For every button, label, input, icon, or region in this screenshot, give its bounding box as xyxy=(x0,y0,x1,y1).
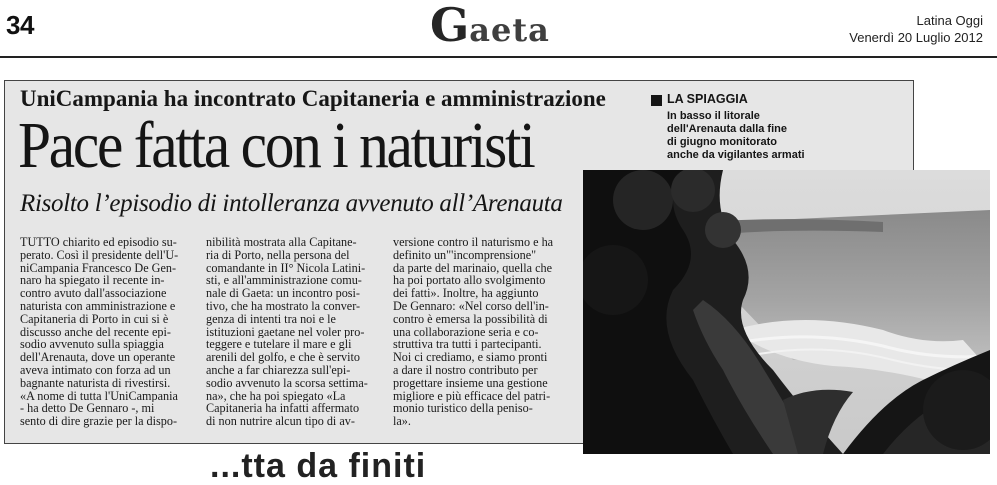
text-line: sodio avvenuto sulla spiaggia xyxy=(20,338,164,352)
text-line: ha poi portato allo svolgimento xyxy=(393,274,546,288)
text-line: discusso anche del recente epi- xyxy=(20,325,171,339)
text-line: genza di intenti tra noi e le xyxy=(206,312,336,326)
article-column-1 xyxy=(20,236,198,436)
caption-line: In basso il litorale xyxy=(667,110,760,122)
text-line: niCampania Francesco De Gen- xyxy=(20,261,177,275)
text-line: nale di Gaeta: un incontro posi- xyxy=(206,287,360,300)
text-line: Capitaneria ha infatti affermato xyxy=(206,402,360,416)
text-line: naro ha spiegato il recente in- xyxy=(20,274,165,288)
caption-bullet-icon xyxy=(651,95,662,106)
article-kicker: UniCampania ha incontrato Capitaneria e amministrazione xyxy=(20,86,606,111)
text-line: contro avuto dall'associazione xyxy=(20,287,167,300)
text-line: progettare insieme una gestione xyxy=(393,376,548,390)
text-line: struttiva tra tutti i partecipanti. xyxy=(393,338,542,352)
text-line: a dare il nostro contributo per xyxy=(393,363,538,377)
publication-info xyxy=(849,12,983,46)
text-line: - ha detto De Gennaro -, mi xyxy=(20,402,155,416)
caption-line: dell'Arenauta dalla fine xyxy=(667,123,787,135)
article-column-3 xyxy=(393,236,571,436)
text-line: dei fatti». Inoltre, ha aggiunto xyxy=(393,287,539,300)
text-line: migliore e più efficace del patri- xyxy=(393,389,551,403)
text-line: ria di Porto, nella persona del xyxy=(206,248,350,262)
text-line: sodio avvenuto la scorsa settima- xyxy=(206,376,368,390)
text-line: una collaborazione seria e co- xyxy=(393,325,539,339)
caption-line: anche da vigilantes armati xyxy=(667,149,805,161)
text-line: TUTTO chiarito ed episodio su- xyxy=(20,236,177,249)
article-subhead: Risolto l’episodio di intolleranza avvenuto all’Arenauta xyxy=(20,190,563,217)
caption-line: di giugno monitorato xyxy=(667,136,777,148)
text-line: teggere e tutelare il mare e gli xyxy=(206,338,352,352)
text-line: versione contro il naturismo e ha xyxy=(393,236,554,249)
text-line: la». xyxy=(393,415,411,428)
text-line: sento di dire grazie per la dispo- xyxy=(20,415,178,428)
text-line: di non nutrire alcun tipo di av- xyxy=(206,415,355,428)
text-line: perato. Così il presidente dell'U- xyxy=(20,248,179,262)
header-rule xyxy=(0,56,997,58)
caption-title: LA SPIAGGIA xyxy=(667,92,748,106)
text-line: definito un"'incomprensione" xyxy=(393,248,537,262)
text-line: De Gennaro: «Nel corso dell'in- xyxy=(393,299,549,313)
article-headline: Pace fatta con i naturisti xyxy=(18,109,534,182)
text-line: «A nome di tutta l'UniCampania xyxy=(20,389,178,403)
text-line: Capitaneria di Porto in cui si è xyxy=(20,312,169,326)
section-initial: G xyxy=(430,0,470,52)
text-line: Noi ci crediamo, e siamo pronti xyxy=(393,351,548,364)
text-line: dell'Arenauta, dove un operante xyxy=(20,351,176,364)
page-number: 34 xyxy=(6,10,34,40)
text-line: comandante in II° Nicola Latini- xyxy=(206,261,366,275)
text-line: sti, e all'amministrazione comu- xyxy=(206,274,362,288)
text-line: nibilità mostrata alla Capitane- xyxy=(206,236,357,249)
text-line: contro è emersa la possibilità di xyxy=(393,312,548,326)
beach-photo xyxy=(583,170,990,454)
article-column-2 xyxy=(206,236,384,436)
text-line: aveva intimato con forza ad un xyxy=(20,363,171,377)
text-line: arenili del golfo, e che è servito xyxy=(206,351,360,364)
text-line: naturista con amministrazione e xyxy=(20,299,176,313)
text-line: anche a far chiarezza sull'epi- xyxy=(206,363,351,377)
text-line: da parte del marinaio, quella che xyxy=(393,261,553,275)
section-rest: aeta xyxy=(469,11,550,49)
text-line: bagnante naturista di rivestirsi. xyxy=(20,376,171,390)
text-line: monio turistico della peniso- xyxy=(393,402,533,416)
publication-name: Latina Oggi xyxy=(916,13,983,28)
text-line: na», che ha poi spiegato «La xyxy=(206,389,346,403)
publication-date: Venerdì 20 Luglio 2012 xyxy=(849,30,983,45)
text-line: istituzioni gaetane nel voler pro- xyxy=(206,325,365,339)
text-line: tivo, che ha mostrato la conver- xyxy=(206,299,361,313)
section-title xyxy=(430,2,550,53)
next-article-headline-fragment: ...tta da finiti xyxy=(210,447,427,485)
